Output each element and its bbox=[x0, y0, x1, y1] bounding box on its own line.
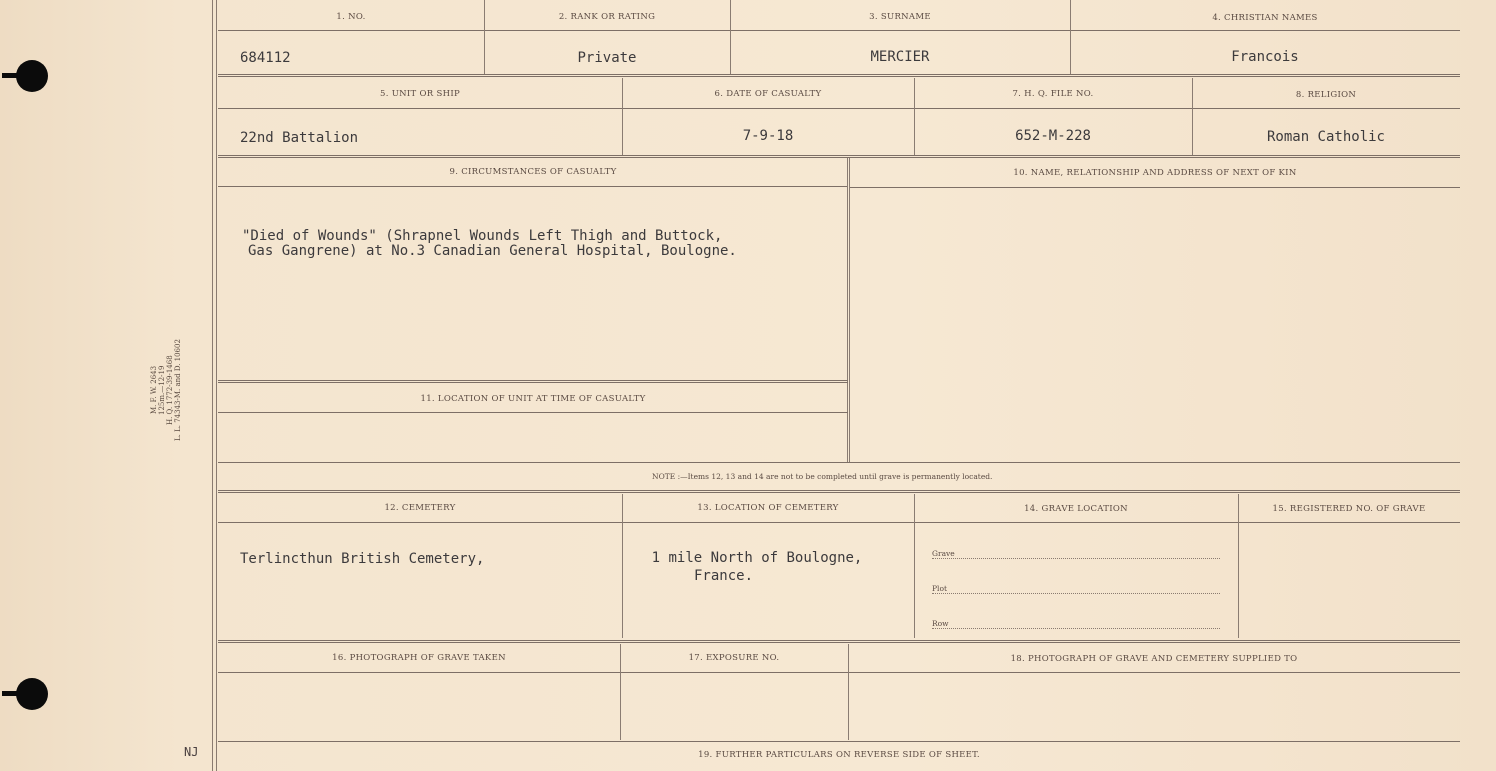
label-photo-taken: 16. PHOTOGRAPH OF GRAVE TAKEN bbox=[332, 653, 506, 663]
row5-top-rule bbox=[218, 640, 1460, 643]
value-location-line2: France. bbox=[694, 568, 754, 584]
value-location-line1: 1 mile North of Boulogne, bbox=[651, 550, 863, 566]
value-date-of-casualty: 7-9-18 bbox=[742, 128, 794, 144]
label-religion: 8. RELIGION bbox=[1295, 90, 1357, 100]
value-religion: Roman Catholic bbox=[1266, 129, 1385, 145]
row4-header-rule bbox=[218, 522, 1460, 523]
row1-bottom-rule bbox=[218, 74, 1460, 77]
row-field: Row bbox=[932, 619, 1220, 629]
label-no: 1. NO. bbox=[336, 12, 366, 22]
label-date-of-casualty: 6. DATE OF CASUALTY bbox=[714, 89, 822, 99]
label-surname: 3. SURNAME bbox=[869, 12, 931, 22]
label-exposure-no: 17. EXPOSURE NO. bbox=[688, 653, 780, 663]
value-circumstances-line2: Gas Gangrene) at No.3 Canadian General Hospital, Boulogne. bbox=[248, 243, 737, 259]
value-christian-names: Francois bbox=[1231, 49, 1299, 65]
print-code: H. Q. 1772-39-1468 bbox=[166, 355, 174, 425]
row5-header-rule bbox=[218, 672, 1460, 673]
label-photo-supplied: 18. PHOTOGRAPH OF GRAVE AND CEMETERY SUPPLIED TO bbox=[1010, 654, 1298, 664]
row4-top-rule bbox=[218, 490, 1460, 493]
margin-rule bbox=[212, 0, 213, 771]
label-registered-no: 15. REGISTERED NO. OF GRAVE bbox=[1272, 504, 1426, 514]
punch-hole-top bbox=[16, 60, 48, 92]
label-location-of-unit: 11. LOCATION OF UNIT AT TIME OF CASUALTY bbox=[420, 394, 646, 404]
corner-initials: NJ bbox=[184, 745, 199, 759]
margin-print-codes bbox=[150, 330, 210, 450]
print-code: 125m.—12-19 bbox=[158, 365, 166, 415]
value-surname: MERCIER bbox=[870, 49, 930, 65]
label-next-of-kin: 10. NAME, RELATIONSHIP AND ADDRESS OF NEXT OF KIN bbox=[1013, 168, 1297, 178]
kin-header-rule bbox=[850, 187, 1460, 188]
unit-location-top-rule bbox=[218, 380, 848, 383]
grave-field: Grave bbox=[932, 549, 1220, 559]
circumstances-header-rule bbox=[218, 186, 848, 187]
unit-location-header-rule bbox=[218, 412, 848, 413]
margin-rule-inner bbox=[216, 0, 217, 771]
label-hq-file: 7. H. Q. FILE NO. bbox=[1012, 89, 1094, 99]
print-code: L. L. 74343-M. and D. 10602 bbox=[174, 339, 182, 441]
value-rank: Private bbox=[577, 50, 637, 66]
grave-note: NOTE :—Items 12, 13 and 14 are not to be completed until grave is permanently located. bbox=[652, 472, 993, 481]
value-circumstances-line1: "Died of Wounds" (Shrapnel Wounds Left Thigh and Buttock, bbox=[242, 228, 723, 244]
value-unit: 22nd Battalion bbox=[240, 130, 359, 146]
label-further-particulars: 19. FURTHER PARTICULARS ON REVERSE SIDE OF SHEET. bbox=[698, 750, 980, 760]
punch-hole-bottom bbox=[16, 678, 48, 710]
value-no: 684112 bbox=[240, 50, 291, 66]
row6-top-rule bbox=[218, 741, 1460, 742]
row3-bottom-rule bbox=[218, 462, 1460, 463]
row2-bottom-rule bbox=[218, 155, 1460, 158]
divider bbox=[1238, 494, 1239, 638]
label-location-of-cemetery: 13. LOCATION OF CEMETERY bbox=[697, 503, 839, 513]
label-grave-location: 14. GRAVE LOCATION bbox=[1024, 504, 1128, 514]
print-code: M. F. W. 2643 bbox=[150, 365, 158, 415]
value-cemetery: Terlincthun British Cemetery, bbox=[240, 551, 485, 567]
plot-field: Plot bbox=[932, 584, 1220, 594]
divider bbox=[622, 494, 623, 638]
label-rank: 2. RANK OR RATING bbox=[558, 12, 656, 22]
label-cemetery: 12. CEMETERY bbox=[384, 503, 456, 513]
divider bbox=[847, 158, 850, 462]
row2-header-rule bbox=[218, 108, 1460, 109]
label-unit: 5. UNIT OR SHIP bbox=[379, 89, 461, 99]
label-circumstances: 9. CIRCUMSTANCES OF CASUALTY bbox=[449, 167, 617, 177]
value-hq-file: 652-M-228 bbox=[1015, 128, 1091, 144]
row1-header-rule bbox=[218, 30, 1460, 31]
divider bbox=[914, 494, 915, 638]
label-christian-names: 4. CHRISTIAN NAMES bbox=[1212, 13, 1318, 23]
